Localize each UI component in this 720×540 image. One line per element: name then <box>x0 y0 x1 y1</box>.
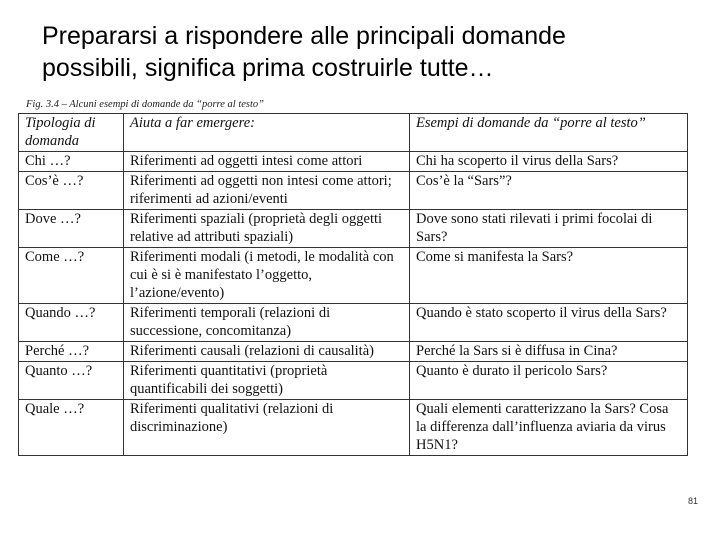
header-helps-bring-out: Aiuta a far emergere: <box>124 114 410 152</box>
reference-cell: Riferimenti spaziali (proprietà degli oggetti relative ad attributi spaziali) <box>124 210 410 248</box>
example-cell: Come si manifesta la Sars? <box>410 248 688 304</box>
question-type-cell: Chi …? <box>19 152 124 172</box>
question-types-table <box>18 113 688 456</box>
question-type-cell: Perché …? <box>19 342 124 362</box>
reference-cell: Riferimenti quantitativi (proprietà quantificabili dei soggetti) <box>124 362 410 400</box>
example-cell: Chi ha scoperto il virus della Sars? <box>410 152 688 172</box>
reference-cell: Riferimenti ad oggetti non intesi come attori; riferimenti ad azioni/eventi <box>124 172 410 210</box>
table-row <box>19 342 688 362</box>
table-row <box>19 304 688 342</box>
slide-title-line-1: Prepararsi a rispondere alle principali domande <box>42 22 566 50</box>
question-type-cell: Dove …? <box>19 210 124 248</box>
table-row <box>19 400 688 456</box>
figure-caption: Fig. 3.4 – Alcuni esempi di domande da “porre al testo” <box>26 99 264 110</box>
header-question-type: Tipologia di domanda <box>19 114 124 152</box>
question-type-cell: Quale …? <box>19 400 124 456</box>
table-row <box>19 248 688 304</box>
header-example-questions: Esempi di domande da “porre al testo” <box>410 114 688 152</box>
reference-cell: Riferimenti ad oggetti intesi come attori <box>124 152 410 172</box>
example-cell: Quando è stato scoperto il virus della Sars? <box>410 304 688 342</box>
table-row <box>19 152 688 172</box>
table-row <box>19 210 688 248</box>
reference-cell: Riferimenti temporali (relazioni di successione, concomitanza) <box>124 304 410 342</box>
question-type-cell: Quanto …? <box>19 362 124 400</box>
reference-cell: Riferimenti causali (relazioni di causalità) <box>124 342 410 362</box>
question-type-cell: Cos’è …? <box>19 172 124 210</box>
example-cell: Dove sono stati rilevati i primi focolai di Sars? <box>410 210 688 248</box>
page-number: 81 <box>688 496 699 506</box>
reference-cell: Riferimenti modali (i metodi, le modalità con cui è si è manifestato l’oggetto, l’azione/evento) <box>124 248 410 304</box>
example-cell: Quali elementi caratterizzano la Sars? Cosa la differenza dall’influenza aviaria da virus H5N1? <box>410 400 688 456</box>
question-type-cell: Quando …? <box>19 304 124 342</box>
example-cell: Perché la Sars si è diffusa in Cina? <box>410 342 688 362</box>
table-row <box>19 172 688 210</box>
question-type-cell: Come …? <box>19 248 124 304</box>
table-row <box>19 362 688 400</box>
example-cell: Cos’è la “Sars”? <box>410 172 688 210</box>
slide-title <box>42 20 702 84</box>
reference-cell: Riferimenti qualitativi (relazioni di discriminazione) <box>124 400 410 456</box>
example-cell: Quanto è durato il pericolo Sars? <box>410 362 688 400</box>
slide-title-line-2: possibili, significa prima costruirle tutte… <box>42 54 494 82</box>
table-header-row <box>19 114 688 152</box>
